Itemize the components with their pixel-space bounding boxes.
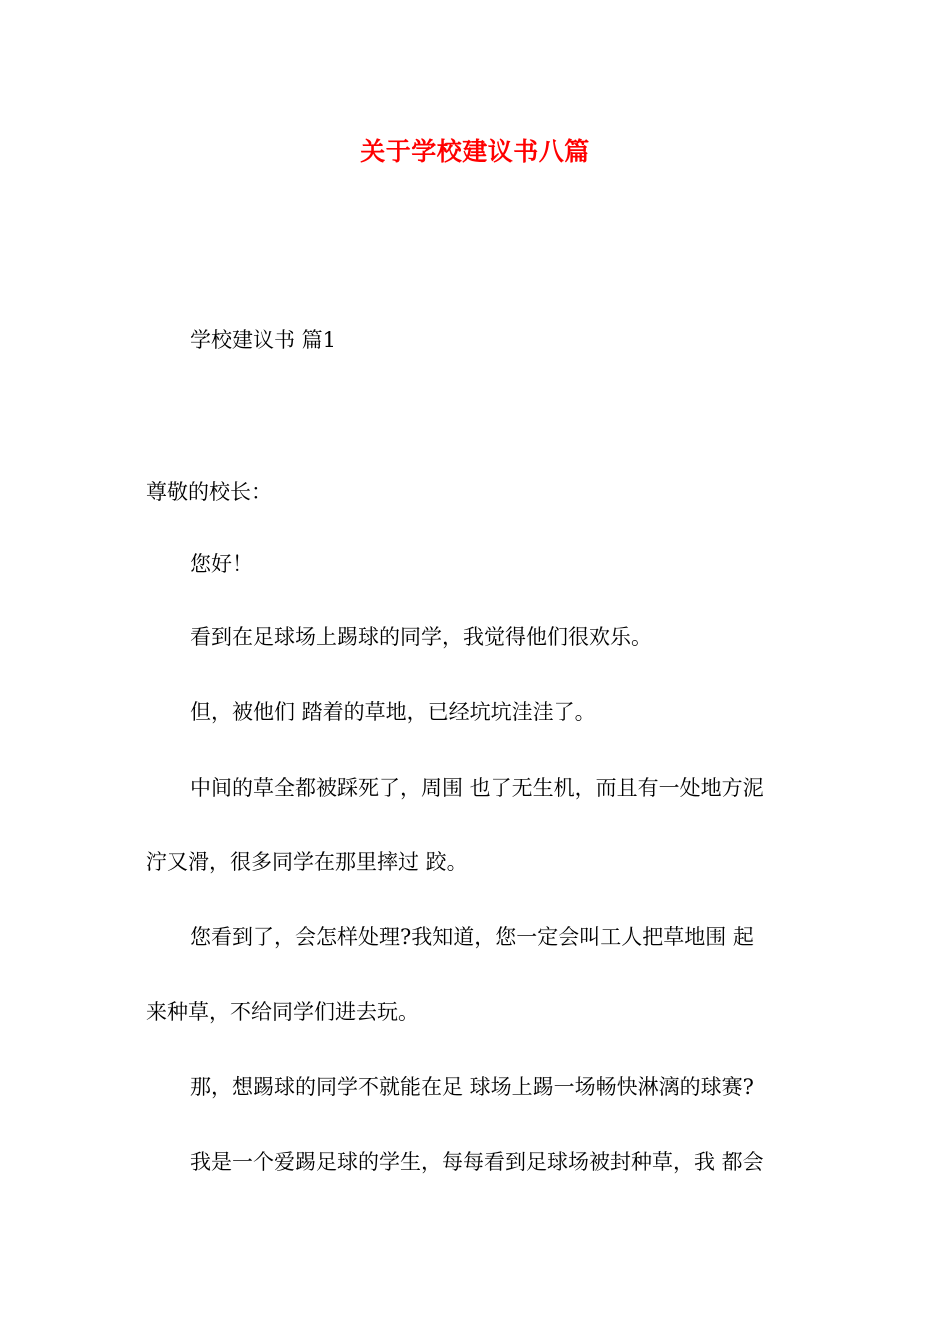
- paragraph-line: 中间的草全都被踩死了，周围 也了无生机，而且有一处地方泥: [190, 776, 764, 800]
- paragraph-line: 看到在足球场上踢球的同学，我觉得他们很欢乐。: [190, 625, 652, 649]
- paragraph-line: 来种草，不给同学们进去玩。: [146, 1000, 419, 1024]
- section-heading: 学校建议书 篇1: [190, 328, 337, 352]
- paragraph-line: 那，想踢球的同学不就能在足 球场上踢一场畅快淋漓的球赛?: [190, 1075, 754, 1099]
- paragraph-line: 泞又滑，很多同学在那里摔过 跤。: [146, 850, 468, 874]
- paragraph-line: 但，被他们 踏着的草地，已经坑坑洼洼了。: [190, 700, 596, 724]
- greeting: 尊敬的校长：: [146, 480, 272, 504]
- paragraph-line: 我是一个爱踢足球的学生，每每看到足球场被封种草，我 都会: [190, 1150, 764, 1174]
- paragraph-line: 您看到了，会怎样处理?我知道，您一定会叫工人把草地围 起: [190, 925, 754, 949]
- document-title: 关于学校建议书八篇: [360, 137, 590, 166]
- paragraph-line: 您好！: [190, 552, 253, 576]
